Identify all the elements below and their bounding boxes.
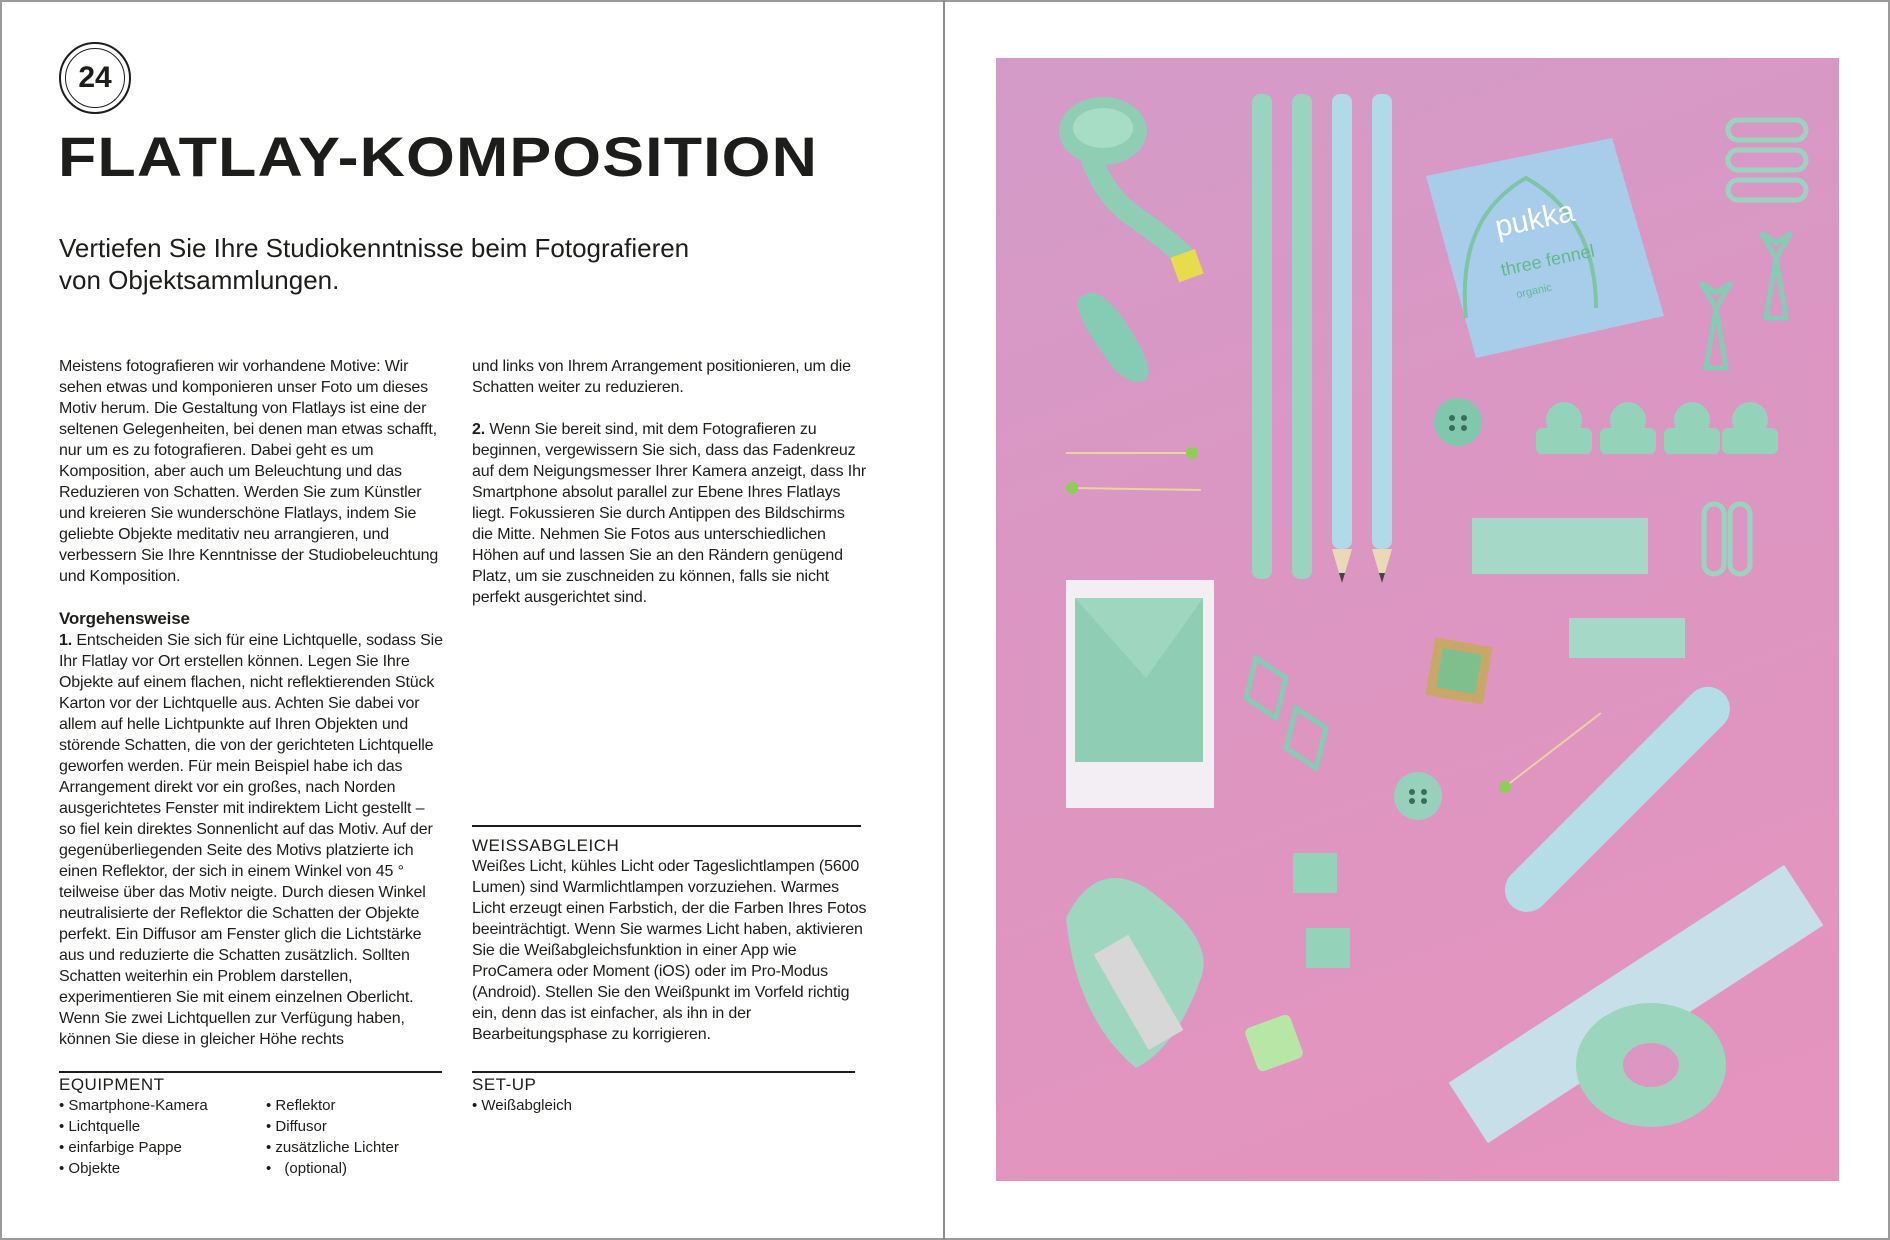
list-item: • Weißabgleich: [472, 1095, 672, 1116]
binder-clips-icon: [1293, 853, 1350, 968]
flatlay-illustration: [996, 58, 1839, 1181]
list-item: • Smartphone-Kamera: [59, 1095, 259, 1116]
bulldog-clips-icon: [1536, 402, 1778, 454]
setup-rule: [472, 1071, 855, 1073]
tea-sub-text: organic: [1515, 281, 1553, 301]
erasers-icon: [1472, 518, 1685, 658]
pin-right-icon: [1499, 713, 1601, 793]
flatlay-photo: [996, 58, 1839, 1181]
list-item: • Diffusor: [266, 1116, 446, 1137]
tea-name-text: three fennel: [1499, 240, 1597, 280]
step-1-number: 1.: [59, 632, 73, 649]
stapler-icon: [1066, 878, 1204, 1068]
page-number: 24: [78, 61, 112, 94]
list-item: • Reflektor: [266, 1095, 446, 1116]
page-subtitle: Vertiefen Sie Ihre Studiokenntnisse beim Fotografieren von Objektsammlungen.: [59, 233, 690, 295]
tip-label: WEISSABGLEICH: [472, 836, 620, 855]
body-column-middle: [472, 356, 867, 629]
list-item: • Lichtquelle: [59, 1116, 259, 1137]
polaroid-icon: [1066, 580, 1214, 808]
list-item: • (optional): [266, 1158, 446, 1179]
clips-mid-icon: [1246, 658, 1326, 768]
page-number-badge: [59, 42, 131, 114]
tulip-clips-icon: [1701, 233, 1791, 368]
tip-rule: [472, 825, 861, 827]
body-column-left: [59, 356, 444, 1050]
list-item: • einfarbige Pappe: [59, 1137, 259, 1158]
list-item: • Objekte: [59, 1158, 259, 1179]
paperclips-top-icon: [1728, 120, 1806, 200]
tape-measure-icon: [1059, 97, 1204, 282]
small-button-icon: [1394, 772, 1442, 820]
step-1-continued: und links von Ihrem Arrangement positionieren, um die Schatten weiter zu reduzieren.: [472, 358, 851, 396]
green-clip-icon: [1244, 1013, 1305, 1073]
step-2-number: 2.: [472, 421, 486, 438]
step-1-text: Entscheiden Sie sich für eine Lichtquelle, sodass Sie Ihr Flatlay vor Ort erstellen können. Legen Sie Ihre Objekte auf einem flachen, nicht reflektierenden Stück Karton vor der Lichtquelle aus. Achten Sie dabei vor allem auf helle Lichtpunkte auf Ihren Objekten und störende Schatten, die von der gerichteten Lichtquelle geworfen werden. Für mein Beispiel habe ich das Arrangement direkt vor ein großes, nach Norden ausgerichtetes Fenster mit indirektem Licht gestellt – so fiel kein direktes Sonnenlicht auf das Motiv. Auf der gegenüberliegenden Seite des Motivs platzierte ich einen Reflektor, der sich in einem Winkel von 45 ° teilweise über das Motiv neigte. Durch diesen Winkel neutralisierte der Reflektor die Schatten der Objekte perfekt. Ein Diffusor am Fenster glich die Lichtstärke aus und reduzierte die Schatten zusätzlich. Sollten Schatten weiterhin ein Problem darstellen, experimentieren Sie mit einem einzelnen Oberlicht. Wenn Sie zwei Lichtquellen zur Verfügung haben, können Sie diese in gleicher Höhe rechts: [59, 632, 443, 1048]
page-edge-top: [0, 0, 1890, 2]
paperclips-right-icon: [1704, 504, 1750, 574]
washi-tape-icon: [1078, 293, 1149, 382]
setup-list: [472, 1095, 672, 1116]
procedure-heading: Vorgehensweise: [59, 609, 190, 628]
setup-label: SET-UP: [472, 1075, 537, 1094]
button-icon: [1434, 398, 1482, 446]
page-edge-left: [0, 0, 2, 1240]
pen-icon: [1496, 678, 1739, 921]
list-item: • zusätzliche Lichter: [266, 1137, 446, 1158]
pins-icon: [1066, 447, 1201, 494]
equipment-label: EQUIPMENT: [59, 1075, 165, 1094]
equipment-list-left: [59, 1095, 259, 1179]
pendant-icon: [1425, 637, 1492, 704]
tea-bag-icon: [1426, 138, 1664, 358]
tea-brand-text: pukka: [1492, 194, 1578, 244]
scrunchie-icon: [1576, 1003, 1726, 1127]
pencils-icon: [1252, 94, 1392, 583]
equipment-rule: [59, 1071, 442, 1073]
page-title: FLATLAY-KOMPOSITION: [58, 125, 818, 188]
page-gutter: [943, 0, 945, 1240]
equipment-list-right: [266, 1095, 446, 1179]
step-1-paragraph: [59, 630, 444, 1050]
intro-paragraph: Meistens fotografieren wir vorhandene Motive: Wir sehen etwas und komponieren unser Foto um dieses Motiv herum. Die Gestaltung von Flatlays ist eine der seltenen Gelegenheiten, bei denen man etwas schafft, nur um es zu fotografieren. Dabei geht es um Komposition, aber auch um Beleuchtung und das Reduzieren von Schatten. Werden Sie zum Künstler und kreieren Sie wunderschöne Flatlays, indem Sie geliebte Objekte meditativ neu arrangieren, und verbessern Sie Ihre Kenntnisse der Studiobeleuchtung und Komposition.: [59, 358, 439, 585]
step-2-paragraph: [472, 419, 867, 608]
tip-text: Weißes Licht, kühles Licht oder Tageslichtlampen (5600 Lumen) sind Warmlichtlampen vorzuziehen. Warmes Licht erzeugt einen Farbstich, der die Farben Ihres Fotos beeinträchtigt. Wenn Sie warmes Licht haben, aktivieren Sie die Weißabgleichsfunktion in einer App wie ProCamera oder Moment (iOS) oder im Pro-Modus (Android). Stellen Sie den Weißpunkt im Vorfeld richtig ein, denn das ist einfacher, als ihn in der Bearbeitungsphase zu korrigieren.: [472, 858, 867, 1043]
step-2-text: Wenn Sie bereit sind, mit dem Fotografieren zu beginnen, vergewissern Sie sich, dass das Fadenkreuz auf dem Neigungsmesser Ihrer Kamera anzeigt, dass Ihr Smartphone absolut parallel zur Ebene Ihres Flatlays liegt. Fokussieren Sie durch Antippen des Bildschirms die Mitte. Nehmen Sie Fotos aus unterschiedlichen Höhen auf und lassen Sie an den Rändern genügend Platz, um sie zuschneiden zu können, falls sie nicht perfekt ausgerichtet sind.: [472, 421, 867, 606]
